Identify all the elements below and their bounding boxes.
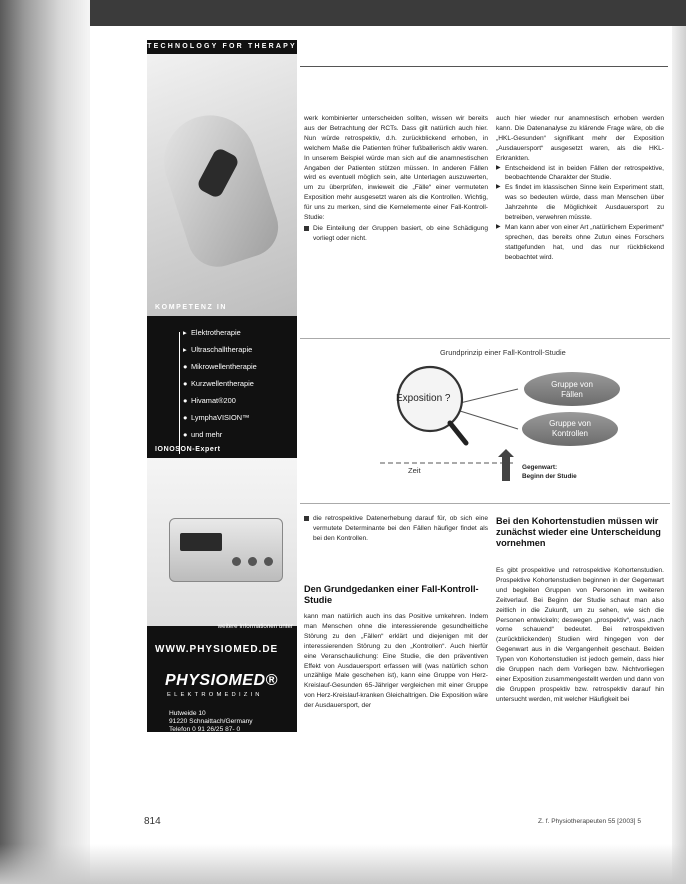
column-1-bottom xyxy=(304,514,488,544)
bullet-item: Die Einteilung der Gruppen basiert, ob eine Schädigung vorliegt oder nicht. xyxy=(304,224,488,244)
advertisement xyxy=(147,40,297,741)
column-2-top xyxy=(496,114,664,263)
feature-item: ● und mehr xyxy=(183,430,223,439)
column-1-top xyxy=(304,114,488,244)
diagram-title: Grundprinzip einer Fall-Kontroll-Studie xyxy=(440,348,566,357)
ad-banner: TECHNOLOGY FOR THERAPY xyxy=(147,43,297,50)
present-label-2: Beginn der Studie xyxy=(522,473,577,480)
feature-item: ● Mikrowellentherapie xyxy=(183,362,257,371)
kompetenz-label: KOMPETENZ IN xyxy=(155,304,228,311)
therapy-device-image xyxy=(169,518,283,582)
paragraph: auch hier wieder nur anamnestisch erhoben werden kann. Die Datenanalyse zu klärende Frage wäre, ob die „HKL-Gesunden“ signifikant mehr der Exposition „Ausdauersport“ ausgesetzt waren, als die HKL-Erkrankten. xyxy=(496,115,664,162)
arrow-item: ▶ Man kann aber von einer Art „natürlichem Experiment“ sprechen, das bereits ohne Zutun eines Forschers stattgefunden hat, und das nur rückblickend beobachtet wird. xyxy=(496,223,664,263)
section-heading: Den Grundgedanken einer Fall-Kontroll-Studie xyxy=(304,584,479,605)
time-label: Zeit xyxy=(408,466,421,475)
therapy-photo xyxy=(147,54,297,316)
cases-label: Gruppe von Fällen xyxy=(551,380,593,399)
ad-address: Hutweide 10 91220 Schnaittach/Germany Telefon 0 91 26/25 87- 0 Fax 0 91 26/25 87-25 xyxy=(169,710,253,741)
present-arrow xyxy=(498,449,514,481)
physiomed-logo: PHYSIOMED® xyxy=(165,672,278,689)
journal-footer: Z. f. Physiotherapeuten 55 [2003] 5 xyxy=(538,818,642,825)
exposition-label: Exposition ? xyxy=(396,393,451,404)
scan-shadow-right xyxy=(672,26,686,884)
ionoson-label: IONOSON-Expert xyxy=(155,446,221,453)
controls-label: Gruppe von Kontrollen xyxy=(549,419,591,438)
arrow-item: ▶ Entscheidend ist in beiden Fällen der retrospektive, beobachtende Charakter der Studie. xyxy=(496,164,664,184)
feature-item: ● LymphaVISION™ xyxy=(183,413,250,422)
device-photo xyxy=(147,458,297,626)
arrow-to-controls xyxy=(460,411,518,429)
feature-list xyxy=(147,324,297,464)
header-rule xyxy=(300,66,668,67)
more-info-label: weitere Informationen unter xyxy=(217,623,293,630)
paragraph: werk kombinierter unterscheiden sollten, wissen wir bereits aus der Betrachtung der RCTs. Dass gilt natürlich auch hier. Nun würde retrospektiv, d.h. zurückblickend erhoben, in welchem Maße die Patienten früher fußballerisch aktiv waren. In unserem Beispiel würde man sich auf die anamnestischen Angaben der Patienten stützen müssen. In anderen Fällen wird es eventuell möglich sein, alte Unterlagen auszuwerten, um zu überprüfen, inwieweit die „Fälle“ einer vermuteten Exposition mehr ausgesetzt waren als die Kontrollen. Wichtig, für uns zu merken, sind die Kernelemente einer Fall-Kontroll-Studie: xyxy=(304,115,488,222)
device-knob xyxy=(232,557,241,566)
feature-item: ▸ Ultraschalltherapie xyxy=(183,345,253,354)
scan-shadow-bottom xyxy=(0,844,686,884)
scan-shadow-top xyxy=(0,0,686,26)
device-knob xyxy=(248,557,257,566)
device-knob xyxy=(264,557,273,566)
diagram-svg xyxy=(300,339,670,503)
logo-subtitle: ELEKTROMEDIZIN xyxy=(167,692,263,698)
case-control-diagram xyxy=(300,338,670,504)
bullet-item: die retrospektive Datenerhebung darauf für, ob sich eine vermutete Determinante bei den Fällen häufiger findet als bei den Kontrollen. xyxy=(304,514,488,544)
column-2-body xyxy=(496,566,664,705)
scan-shadow-left xyxy=(0,0,90,884)
ad-url: WWW.PHYSIOMED.DE xyxy=(155,644,279,655)
feature-item: ● Hivamat®200 xyxy=(183,396,236,405)
feature-item: ● Kurzwellentherapie xyxy=(183,379,254,388)
section-heading: Bei den Kohortenstudien müssen wir zunächst wieder eine Unterscheidung vornehmen xyxy=(496,516,661,548)
present-label-1: Gegenwart: xyxy=(522,464,558,471)
arrow-to-cases xyxy=(460,389,518,403)
feature-line xyxy=(179,332,180,454)
paragraph: Es gibt prospektive und retrospektive Kohortenstudien. Prospektive Kohortenstudien beginnen in der Gegenwart und begleiten Gruppen von Personen im weiteren Zeitverlauf. Bei Beginn der Studie schaut man also zeitlich in die Zukunft, um zu sehen, wie sich die Personen entwickeln; deswegen „prospektiv“, was „nach vorne schauend“ bedeutet. Bei retrospektiven (zurückblickenden) Studien wird hingegen von der Gegenwart aus in die Vergangenheit geschaut. Beiden Typen von Kohortenstudien ist jedoch gemein, dass hier die Gruppen nach dem Vorliegen bzw. Nichtvorliegen einer Exposition zusammengestellt werden und dann von die Gruppen prospektiv bzw. retrospektiv darauf hin untersucht werden, mit welcher Häufigkeit bei xyxy=(496,567,664,703)
device-screen xyxy=(180,533,222,551)
column-1-body xyxy=(304,612,488,711)
arrow-item: ▶ Es findet im klassischen Sinne kein Experiment statt, was so bedeuten würde, dass man Menschen über Jahrzehnte die Möglichkeit Ausdauersport zu betreiben, verwehren müsste. xyxy=(496,183,664,223)
page-number: 814 xyxy=(144,816,161,827)
feature-item: ▸ Elektrotherapie xyxy=(183,328,241,337)
paragraph: kann man natürlich auch ins das Positive umkehren. Indem man Menschen ohne die interessierende gesundheitliche Störung zu den „Fällen“ erklärt und diejenigen mit der interessierenden Störung zu den „Kontrollen“. Auch hierfür eine Veranschaulichung: Eine Studie, die den präventiven Effekt von Ausdauersport erfassen will (was natürlich schon unzählige Male geschehen ist), kann eine Gruppe von Herz-Kreislauf-Gesunden 65-Jähriger vergleichen mit einer Gruppe von Herz-Kreislauf-kranken Gleichaltrigen. Die Exposition wäre der Ausdauersport, der xyxy=(304,613,488,710)
cases-ellipse xyxy=(524,372,620,406)
magnifier-handle xyxy=(450,423,466,443)
